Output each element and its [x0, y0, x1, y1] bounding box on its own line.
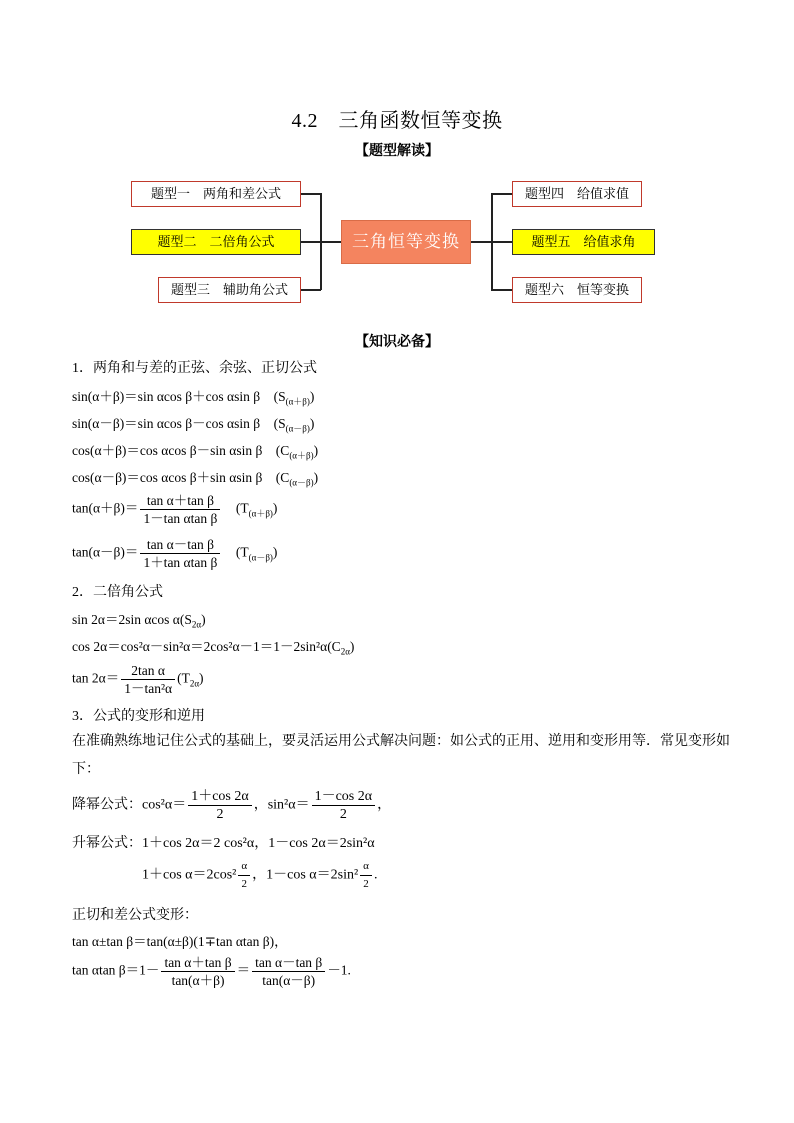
- connector: [491, 193, 512, 195]
- connector: [491, 193, 493, 290]
- mindmap-node-type1: 题型一 两角和差公式: [131, 181, 301, 207]
- formula-cos2a: $\cos 2\alpha=\cos^2\alpha-\sin^2\alpha=2\cos^2\alpha-1=1-2\sin^2\alpha(C_{2\alpha})$: [72, 639, 355, 657]
- formula-tan-variant-1: tan α±tan β＝tan(α±β)(1∓tan αtan β)，: [72, 934, 288, 949]
- connector: [301, 193, 321, 195]
- paragraph-intro: 在准确熟练地记住公式的基础上，要灵活运用公式解决问题：如公式的正用、逆用和变形用等．常见变形如下：: [72, 734, 730, 777]
- mindmap-node-type5: 题型五 给值求角: [512, 229, 655, 255]
- formula-tan-minus: tan(α－β)＝ $\frac{\text{tan α－tan β}}{\text{1＋tan αtan β}}$ $(T_{(\alpha-\beta)})$: [72, 537, 278, 570]
- formula-cos-minus: cos(α－β)＝cos αcos β＋sin αsin β $(C_{(\alpha-\beta)})$: [72, 470, 319, 488]
- formula-tan-variant-2: tan αtan β＝1－ $\frac{\text{tan α＋tan β}}{\tan(\alpha+\beta)}$ ＝ $\frac{\text{tan α－tan β}}{\tan(\alpha-\beta)}$ －1.: [72, 955, 351, 988]
- formula-reduce: 降幂公式：cos²α＝ $\frac{1+\cos 2\alpha}{2}$ ，sin²α＝ $\frac{1-\cos 2\alpha}{2}$ ，: [72, 789, 392, 822]
- mindmap-node-type3: 题型三 辅助角公式: [158, 277, 301, 303]
- connector: [320, 193, 322, 290]
- heading-1: 1．两角和与差的正弦、余弦、正切公式: [72, 361, 317, 376]
- connector: [301, 289, 321, 291]
- mindmap-center: 三角恒等变换: [341, 220, 471, 264]
- formula-tan-plus: tan(α＋β)＝ $\frac{\text{tan α＋tan β}}{\text{1－tan αtan β}}$ $(T_{(\alpha+\beta)})$: [72, 493, 278, 526]
- formula-raise-2: 1＋cos α＝2cos² $\frac{\alpha}{2}$ ，1－cos α＝2sin² $\frac{\alpha}{2}$ .: [142, 860, 378, 890]
- heading-2: 2．二倍角公式: [72, 585, 163, 600]
- formula-sin-plus: sin(α＋β)＝sin αcos β＋cos αsin β $(S_{(\alpha+\beta)})$: [72, 389, 315, 407]
- mindmap-node-type4: 题型四 给值求值: [512, 181, 642, 207]
- mindmap-node-type6: 题型六 恒等变换: [512, 277, 642, 303]
- formula-sin-minus: sin(α－β)＝sin αcos β－cos αsin β $(S_{(\alpha-\beta)})$: [72, 416, 315, 434]
- connector: [491, 289, 512, 291]
- formula-raise-1: 升幂公式：1＋cos 2α＝2 cos²α，1－cos 2α＝2sin²α: [72, 836, 375, 851]
- formula-sin2a: sin 2α＝2sin αcos $\alpha(S_{2\alpha})$: [72, 612, 206, 630]
- heading-tan-variant: 正切和差公式变形：: [72, 908, 198, 923]
- section-heading-knowledge: 【知识必备】: [355, 335, 439, 350]
- formula-tan2a: tan 2α＝ $\frac{\text{2tan α}}{\text{1－tan²α}}$ $(T_{2\alpha})$: [72, 663, 204, 696]
- section-heading-types: 【题型解读】: [355, 144, 439, 159]
- mindmap-node-type2: 题型二 二倍角公式: [131, 229, 301, 255]
- heading-3: 3．公式的变形和逆用: [72, 709, 205, 724]
- page-title: 4.2 三角函数恒等变换: [291, 110, 503, 132]
- formula-cos-plus: cos(α＋β)＝cos αcos β－sin αsin β $(C_{(\alpha+\beta)})$: [72, 443, 319, 461]
